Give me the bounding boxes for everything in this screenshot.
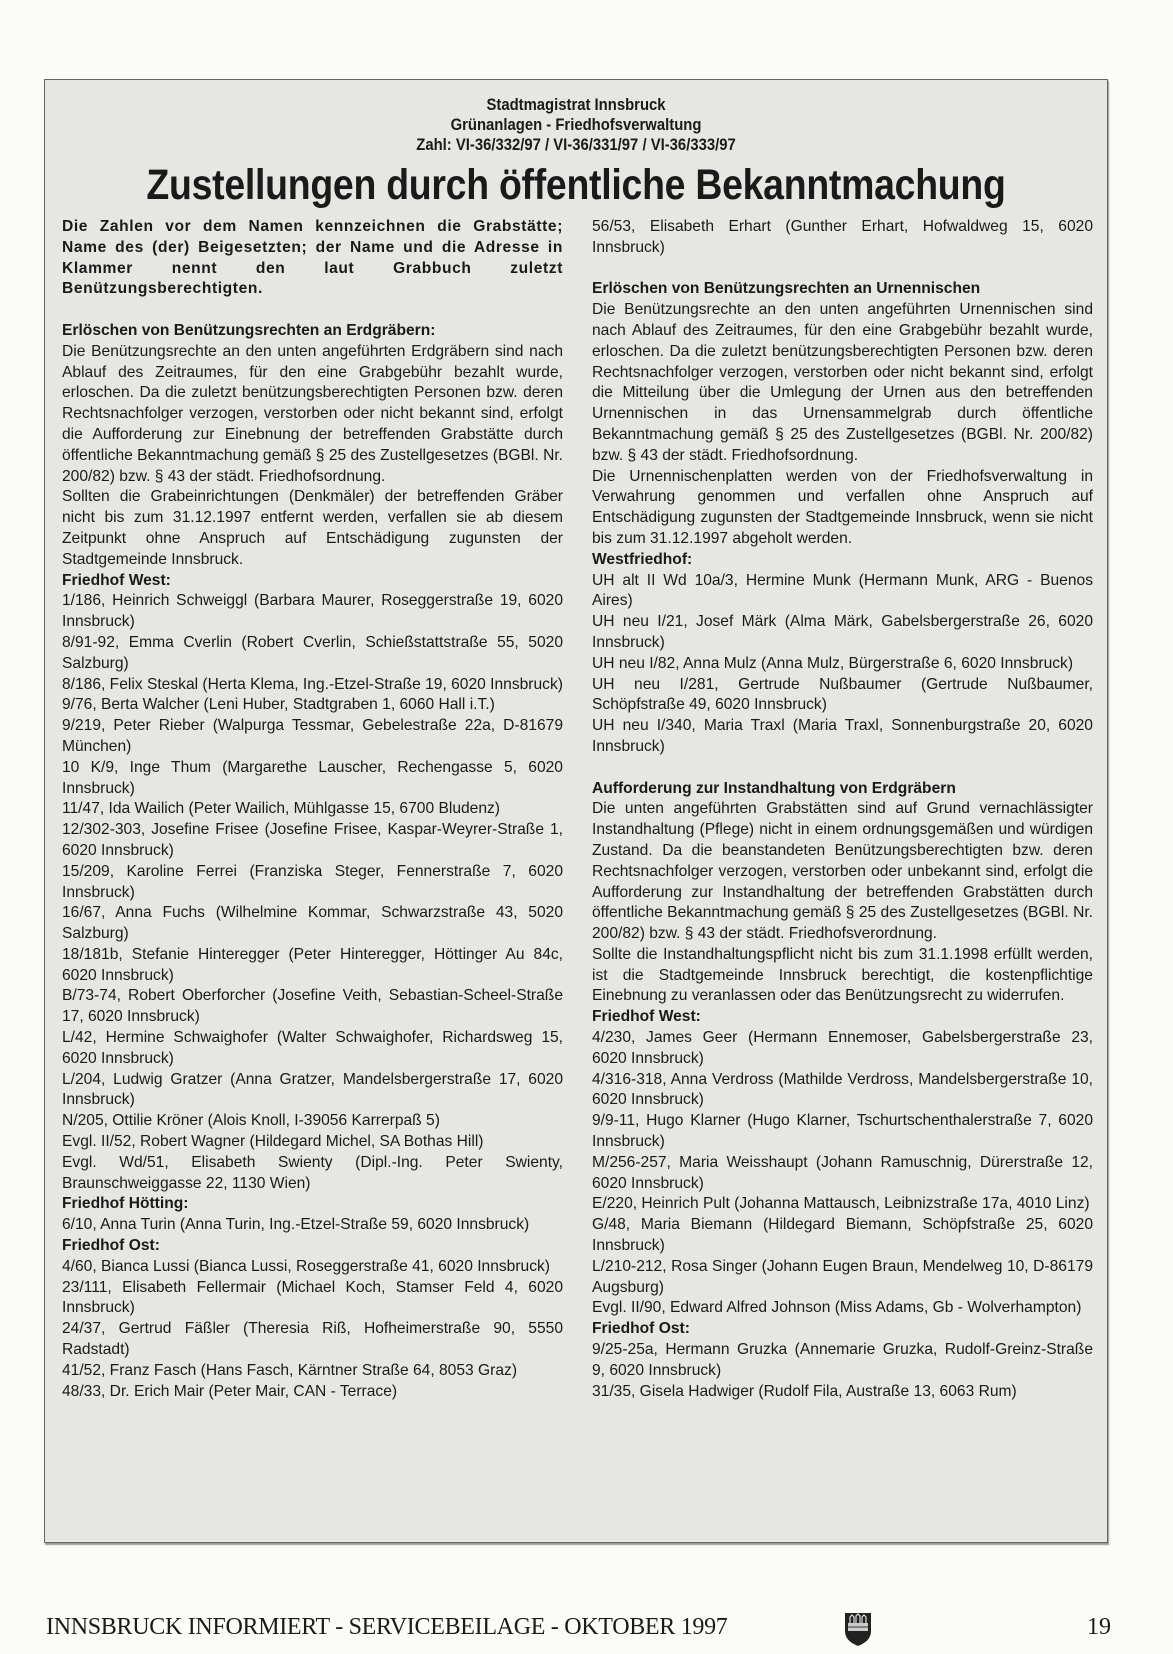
paragraph: Die Benützungsrechte an den unten angeführten Urnennischen sind nach Ablauf des Zeitraumes, für den eine Grabgebühr bezahlt wurde, erloschen. Da die zuletzt benützungsberechtigten Personen bzw. deren Rechtsnachfolger verzogen, verstorben oder nicht bekannt sind, erfolgt die Mitteilung über die Umlegung der Urnen aus den betreffenden Urnennischen in das Urnensammelgrab durch öffentliche Bekanntmachung gemäß § 25 des Zustellgesetzes (BGBl. Nr. 200/82) bzw. § 43 der städt. Friedhofsordnung. [592,301,1093,464]
paragraph: Sollten die Grabeinrichtungen (Denkmäler) der betreffenden Gräber nicht bis zum 31.12.1997 entfernt werden, verfallen sie ab diesem Zeitpunkt ohne Anspruch auf Entschädigung zugunsten der Stadtgemeinde Innsbruck. [62,488,563,568]
paragraph: Die unten angeführten Grabstätten sind auf Grund vernachlässigter Instandhaltung (Pflege) nicht in einem ordnungsgemäßen und würdigen Zustand. Da die beanstandeten Benützungsberechtigten bzw. deren Rechtsnachfolger verzogen, verstorben oder unbekannt sind, erfolgt die Aufforderung zur Instandhaltung der betreffenden Grabstätten durch öffentliche Bekanntmachung gemäß § 25 des Zustellgesetzes (BGBl. Nr. 200/82) bzw. § 43 der städt. Friedhofsverordnung. [592,800,1093,943]
list-item: 6/10, Anna Turin (Anna Turin, Ing.-Etzel-Straße 59, 6020 Innsbruck) [62,1216,530,1234]
publication-name: INNSBRUCK INFORMIERT - SERVICEBEILAGE - OKTOBER 1997 [46,1614,728,1640]
list-item: 4/60, Bianca Lussi (Bianca Lussi, Roseggerstraße 41, 6020 Innsbruck) [62,1257,551,1275]
list-item: UH neu I/340, Maria Traxl (Maria Traxl, Sonnenburgstraße 20, 6020 Innsbruck) [592,717,1093,755]
department: Grünanlagen - Friedhofsverwaltung [450,116,702,134]
paragraph: Die Urnennischenplatten werden von der Friedhofsverwaltung in Verwahrung genommen und verfallen ohne Anspruch auf Entschädigung zugunsten der Stadtgemeinde Innsbruck, wenn sie nicht bis zum 31.12.1997 abgeholt werden. [592,467,1093,547]
paragraph: Sollte die Instandhaltungspflicht nicht bis zum 31.1.1998 erfüllt werden, ist die Stadtgemeinde Innsbruck berechtigt, die kostenpflichtige Einebnung zu veranlassen oder das Benützungsrecht zu widerrufen. [592,945,1093,1005]
list-item: 24/37, Gertrud Fäßler (Theresia Riß, Hofheimerstraße 90, 5550 Radstadt) [62,1320,563,1359]
paragraph: Die Benützungsrechte an den unten angeführten Erdgräbern sind nach Ablauf des Zeitraumes, für den eine Grabgebühr bezahlt wurde, erloschen. Da die zuletzt benützungsberechtigten Personen bzw. deren Rechtsnachfolger verzogen, verstorben oder nicht bekannt sind, erfolgt die Aufforderung zur Einebnung der betreffenden Grabstätte durch öffentliche Bekanntmachung gemäß § 25 des Zustellgesetzes (BGBl. Nr. 200/82) bzw. § 43 der städt. Friedhofsordnung. [62,342,563,485]
group-heading: Friedhof West: [592,1008,701,1026]
right-column [592,217,1093,1402]
list-item: UH neu I/82, Anna Mulz (Anna Mulz, Bürgerstraße 6, 6020 Innsbruck) [592,654,1074,672]
list-item: 56/53, Elisabeth Erhart (Gunther Erhart, Hofwaldweg 15, 6020 Innsbruck) [592,218,1093,256]
notice-header [98,95,1054,155]
section-heading: Aufforderung zur Instandhaltung von Erdgräbern [592,779,956,797]
issuer: Stadtmagistrat Innsbruck [486,96,666,114]
list-item: 15/209, Karoline Ferrei (Franziska Steger, Fennerstraße 7, 6020 Innsbruck) [62,862,563,901]
list-item: L/42, Hermine Schwaighofer (Walter Schwaighofer, Richardsweg 15, 6020 Innsbruck) [62,1029,563,1067]
list-item: 12/302-303, Josefine Frisee (Josefine Frisee, Kaspar-Weyrer-Straße 1, 6020 Innsbruck) [62,821,563,859]
list-item: 9/76, Berta Walcher (Leni Huber, Stadtgraben 1, 6060 Hall i.T.) [62,696,495,714]
list-item: 10 K/9, Inge Thum (Margarethe Lauscher, Rechengasse 5, 6020 Innsbruck) [62,758,563,797]
list-item: 9/9-11, Hugo Klarner (Hugo Klarner, Tschurtschenthalerstraße 7, 6020 Innsbruck) [592,1112,1093,1151]
group-heading: Friedhof Ost: [592,1320,690,1338]
urn-group [592,550,1093,758]
list-item: 1/186, Heinrich Schweiggl (Barbara Maurer, Roseggerstraße 19, 6020 Innsbruck) [62,592,563,631]
group-heading: Friedhof Ost: [62,1237,160,1255]
list-item: 11/47, Ida Wailich (Peter Wailich, Mühlgasse 15, 6700 Bludenz) [62,800,501,818]
group-heading: Friedhof West: [62,571,171,589]
list-item: Evgl. Wd/51, Elisabeth Swienty (Dipl.-Ing. Peter Swienty, Braunschweiggasse 22, 1130 Wien) [62,1153,563,1192]
group-heading: Westfriedhof: [592,550,693,568]
list-item: B/73-74, Robert Oberforcher (Josefine Veith, Sebastian-Scheel-Straße 17, 6020 Innsbruck) [62,987,563,1026]
list-item: 4/230, James Geer (Hermann Ennemoser, Gabelsbergerstraße 23, 6020 Innsbruck) [592,1029,1093,1067]
group-heading: Friedhof Hötting: [62,1195,189,1213]
list-item: G/48, Maria Biemann (Hildegard Biemann, Schöpfstraße 25, 6020 Innsbruck) [592,1216,1093,1255]
list-item: 4/316-318, Anna Verdross (Mathilde Verdross, Mandelsbergerstraße 10, 6020 Innsbruck) [592,1070,1093,1109]
section-heading: Erlöschen von Benützungsrechten an Urnennischen [592,280,981,298]
innsbruck-coat-of-arms-icon [843,1611,873,1654]
list-item: L/204, Ludwig Gratzer (Anna Gratzer, Mandelsbergerstraße 17, 6020 Innsbruck) [62,1070,563,1109]
intro-paragraph: Die Zahlen vor dem Namen kennzeichnen die Grabstätte; Name des (der) Beigesetzten; der Name und die Adresse in Klammer nennt den laut Grabbuch zuletzt Benützungsberechtigten. [62,218,563,298]
list-item: 8/186, Felix Steskal (Herta Klema, Ing.-Etzel-Straße 19, 6020 Innsbruck) [62,675,563,693]
list-item: 16/67, Anna Fuchs (Wilhelmine Kommar, Schwarzstraße 43, 5020 Salzburg) [62,904,563,943]
list-item: 9/219, Peter Rieber (Walpurga Tessmar, Gebelestraße 22a, D-81679 München) [62,717,563,755]
page-number: 19 [1087,1614,1111,1640]
list-item: UH neu I/21, Josef Märk (Alma Märk, Gabelsbergerstraße 26, 6020 Innsbruck) [592,613,1093,651]
list-item: UH neu I/281, Gertrude Nußbaumer (Gertrude Nußbaumer, Schöpfstraße 49, 6020 Innsbruck) [592,675,1093,714]
left-column [62,217,563,1402]
list-item: 18/181b, Stefanie Hinteregger (Peter Hinteregger, Höttinger Au 84c, 6020 Innsbruck) [62,945,563,984]
left-groups [62,571,563,1403]
right-groups [592,1007,1093,1402]
page-title: Zustellungen durch öffentliche Bekanntmachung [146,161,1006,209]
list-item: M/256-257, Maria Weisshaupt (Johann Ramuschnig, Dürerstraße 12, 6020 Innsbruck) [592,1153,1093,1192]
page-footer [0,1614,1173,1654]
list-item: L/210-212, Rosa Singer (Johann Eugen Braun, Mendelweg 10, D-86179 Augsburg) [592,1257,1093,1296]
list-item: 48/33, Dr. Erich Mair (Peter Mair, CAN - Terrace) [62,1382,398,1400]
list-item: Evgl. II/52, Robert Wagner (Hildegard Michel, SA Bothas Hill) [62,1133,484,1151]
list-item: 8/91-92, Emma Cverlin (Robert Cverlin, Schießstattstraße 55, 5020 Salzburg) [62,633,563,672]
notice-box [44,79,1108,1543]
list-item: 23/111, Elisabeth Fellermair (Michael Koch, Stamser Feld 4, 6020 Innsbruck) [62,1278,563,1317]
list-item: Evgl. II/90, Edward Alfred Johnson (Miss Adams, Gb - Wolverhampton) [592,1299,1082,1317]
section-heading: Erlöschen von Benützungsrechten an Erdgräbern: [62,321,436,339]
reference-number: Zahl: VI-36/332/97 / VI-36/331/97 / VI-36/333/97 [416,136,736,154]
list-item: N/205, Ottilie Kröner (Alois Knoll, I-39056 Karrerpaß 5) [62,1112,440,1130]
list-item: E/220, Heinrich Pult (Johanna Mattausch, Leibnizstraße 17a, 4010 Linz) [592,1195,1090,1213]
list-item: 31/35, Gisela Hadwiger (Rudolf Fila, Austraße 13, 6063 Rum) [592,1382,1017,1400]
list-item: 9/25-25a, Hermann Gruzka (Annemarie Gruzka, Rudolf-Greinz-Straße 9, 6020 Innsbruck) [592,1341,1093,1379]
list-item: 41/52, Franz Fasch (Hans Fasch, Kärntner Straße 64, 8053 Graz) [62,1361,518,1379]
list-item: UH alt II Wd 10a/3, Hermine Munk (Hermann Munk, ARG - Buenos Aires) [592,571,1093,610]
